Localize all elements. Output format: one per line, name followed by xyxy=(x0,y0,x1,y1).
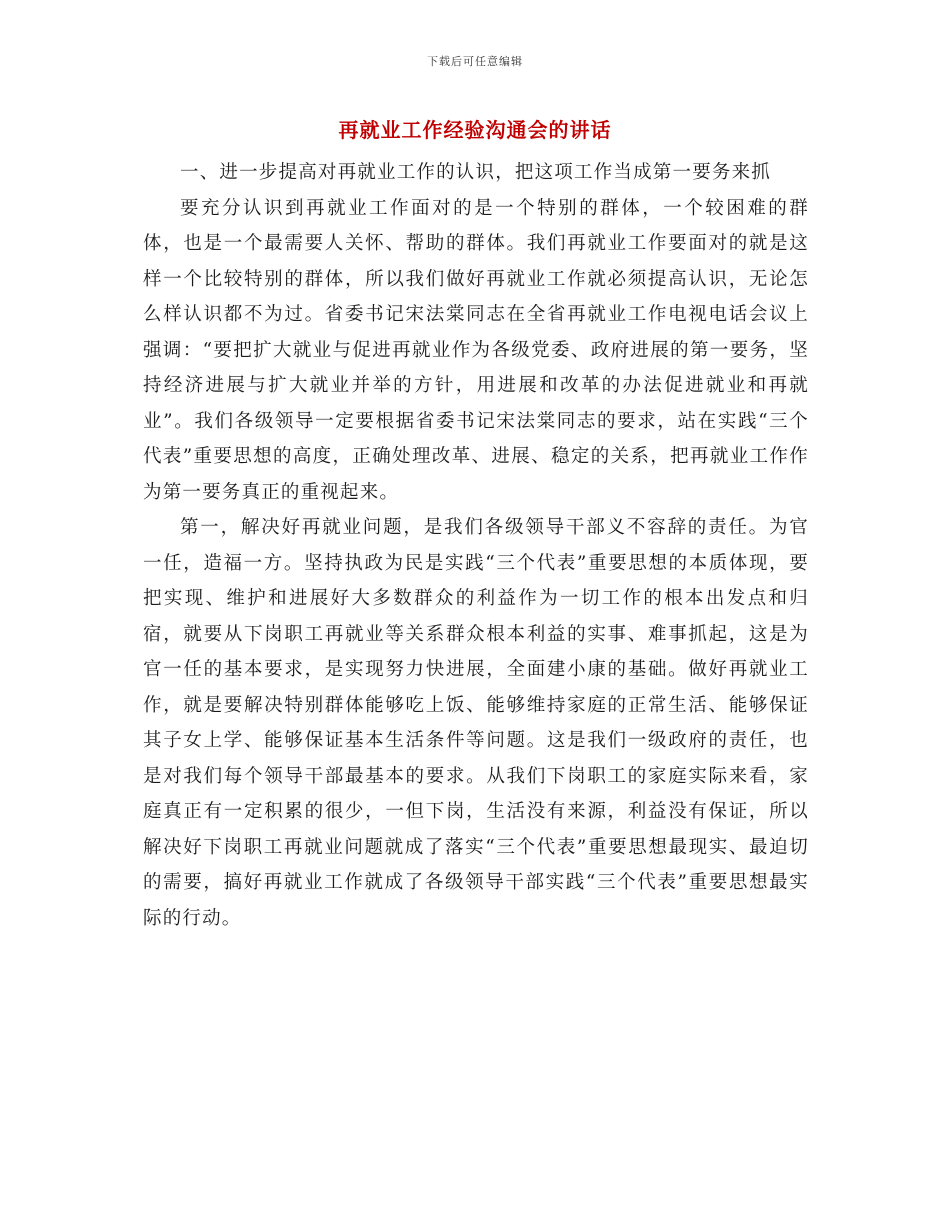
document-body xyxy=(143,155,809,936)
body-paragraph: 第一，解决好再就业问题，是我们各级领导干部义不容辞的责任。为官一任，造福一方。坚持执政为民是实践“三个代表”重要思想的本质体现，要把实现、维护和进展好大多数群众的利益作为一切工作的根本出发点和归宿，就要从下岗职工再就业等关系群众根本利益的实事、难事抓起，这是为官一任的基本要求，是实现努力快进展，全面建小康的基础。做好再就业工作，就是要解决特别群体能够吃上饭、能够维持家庭的正常生活、能够保证其子女上学、能够保证基本生活条件等问题。这是我们一级政府的责任，也是对我们每个领导干部最基本的要求。从我们下岗职工的家庭实际来看，家庭真正有一定积累的很少，一但下岗，生活没有来源，利益没有保证，所以解决好下岗职工再就业问题就成了落实“三个代表”重要思想最现实、最迫切的需要，搞好再就业工作就成了各级领导干部实践“三个代表”重要思想最实际的行动。 xyxy=(143,517,809,929)
body-paragraph: 要充分认识到再就业工作面对的是一个特别的群体，一个较困难的群体，也是一个最需要人关怀、帮助的群体。我们再就业工作要面对的就是这样一个比较特别的群体，所以我们做好再就业工作就必须提高认识，无论怎么样认识都不为过。省委书记宋法棠同志在全省再就业工作电视电话会议上强调：“要把扩大就业与促进再就业作为各级党委、政府进展的第一要务，坚持经济进展与扩大就业并举的方针，用进展和改革的办法促进就业和再就业”。我们各级领导一定要根据省委书记宋法棠同志的要求，站在实践“三个代表”重要思想的高度，正确处理改革、进展、稳定的关系，把再就业工作作为第一要务真正的重视起来。 xyxy=(143,197,809,503)
document-title: 再就业工作经验沟通会的讲话 xyxy=(338,118,612,142)
section-heading-paragraph: 一、进一步提高对再就业工作的认识，把这项工作当成第一要务来抓 xyxy=(180,162,772,183)
page-header-note: 下载后可任意编辑 xyxy=(427,55,523,68)
